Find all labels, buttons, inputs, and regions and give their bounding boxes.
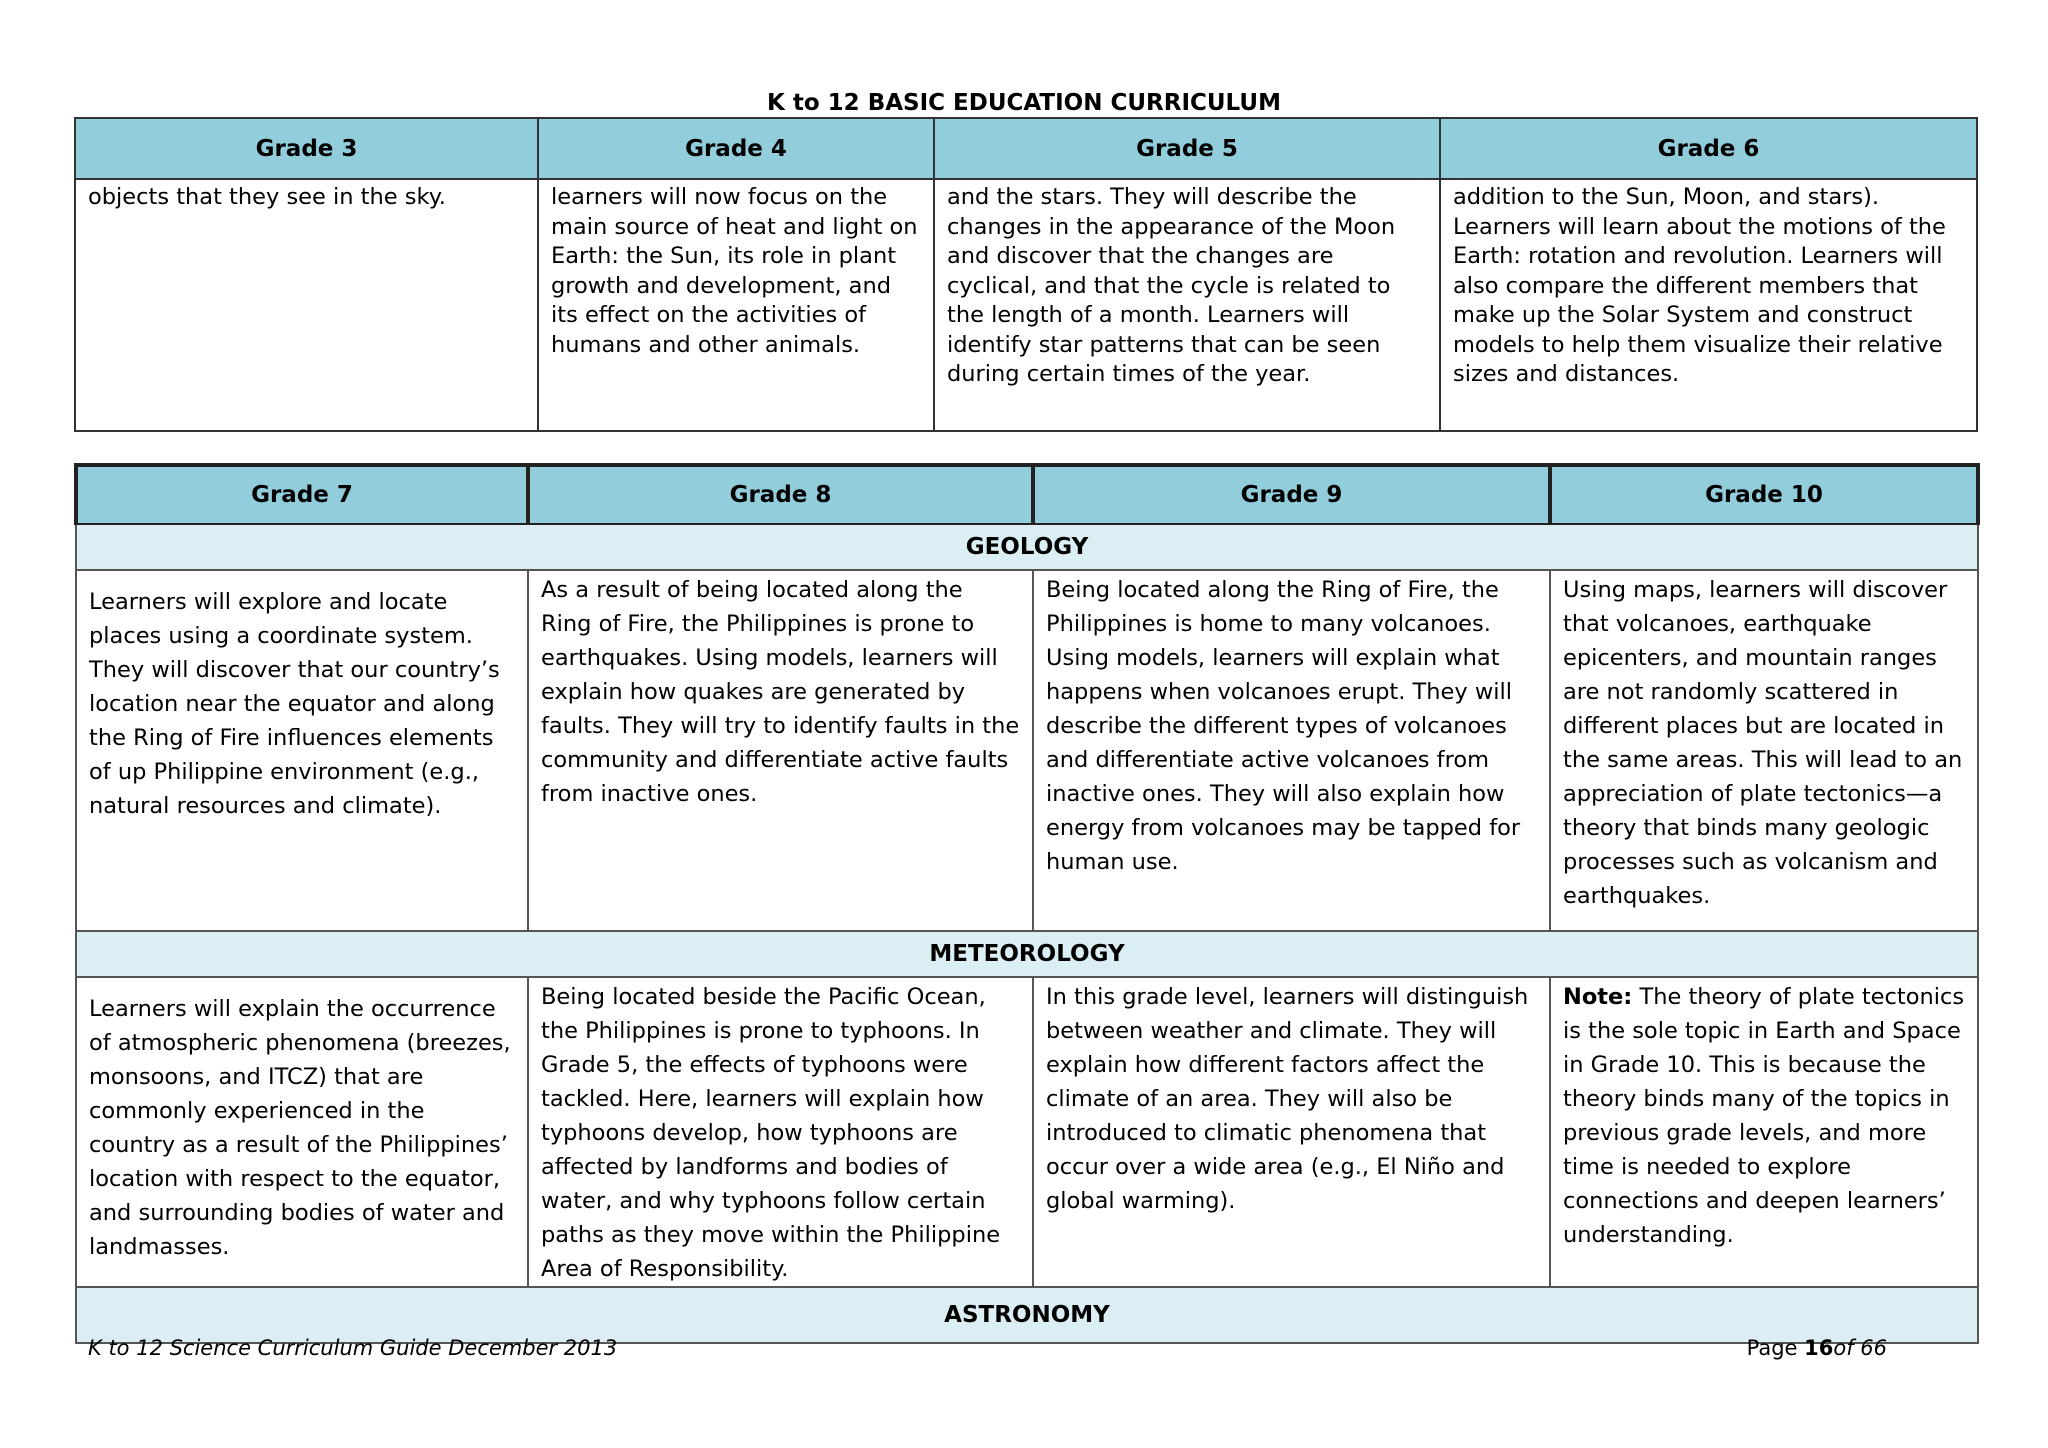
- table-header-row: [75, 118, 1977, 179]
- cell-geology-grade-7: Learners will explore and locate places using a coordinate system. They will discover that our country’s location near the equator and along the Ring of Fire influences elements of up Philippine environment (e.g., natural resources and climate).: [76, 570, 528, 931]
- header-grade-9: Grade 9: [1033, 465, 1550, 524]
- cell-geology-grade-10: Using maps, learners will discover that volcanoes, earthquake epicenters, and mountain ranges are not randomly scattered in different places but are located in the same areas. This will lead to an appreciation of plate tectonics—a theory that binds many geologic processes such as volcanism and earthquakes.: [1550, 570, 1978, 931]
- footer-page-number: [1747, 1336, 1887, 1360]
- cell-meteorology-grade-8: Being located beside the Pacific Ocean, the Philippines is prone to typhoons. In Grade 5, the effects of typhoons were tackled. Here, learners will explain how typhoons develop, how typhoons are affected by landforms and bodies of water, and why typhoons follow certain paths as they move within the Philippine Area of Responsibility.: [528, 977, 1033, 1287]
- section-meteorology: METEOROLOGY: [76, 931, 1978, 977]
- cell-meteorology-grade-7: Learners will explain the occurrence of atmospheric phenomena (breezes, monsoons, and ITCZ) that are commonly experienced in the country as a result of the Philippines’ location with respect to the equator, and surrounding bodies of water and landmasses.: [76, 977, 528, 1287]
- cell-grade-5: and the stars. They will describe the changes in the appearance of the Moon and discover that the changes are cyclical, and that the cycle is related to the length of a month. Learners will identify star patterns that can be seen during certain times of the year.: [934, 179, 1440, 431]
- header-grade-6: Grade 6: [1440, 118, 1977, 179]
- section-geology: GEOLOGY: [76, 524, 1978, 570]
- page-total: of 66: [1833, 1336, 1887, 1360]
- table-row: [75, 179, 1977, 431]
- section-row-astronomy: [76, 1287, 1978, 1343]
- cell-geology-grade-8: As a result of being located along the Ring of Fire, the Philippines is prone to earthquakes. Using models, learners will explain how quakes are generated by faults. They will try to identify faults in the community and differentiate active faults from inactive ones.: [528, 570, 1033, 931]
- top-curriculum-table: [74, 117, 1978, 432]
- cell-grade-3: objects that they see in the sky.: [75, 179, 538, 431]
- footer-doc-title: K to 12 Science Curriculum Guide December 2013: [88, 1336, 618, 1360]
- section-astronomy: ASTRONOMY: [76, 1287, 1978, 1343]
- cell-grade-4: learners will now focus on the main source of heat and light on Earth: the Sun, its role in plant growth and development, and its effect on the activities of humans and other animals.: [538, 179, 934, 431]
- table-row: [76, 977, 1978, 1287]
- header-grade-7: Grade 7: [76, 465, 528, 524]
- note-label: Note:: [1563, 984, 1633, 1010]
- page-current: 16: [1804, 1336, 1834, 1360]
- cell-meteorology-grade-10: [1550, 977, 1978, 1287]
- page-title: K to 12 BASIC EDUCATION CURRICULUM: [767, 90, 1281, 116]
- header-grade-5: Grade 5: [934, 118, 1440, 179]
- section-row-meteorology: [76, 931, 1978, 977]
- cell-grade-6: addition to the Sun, Moon, and stars). Learners will learn about the motions of the Earth: rotation and revolution. Learners will also compare the different members that make up the Solar System and construct models to help them visualize their relative sizes and distances.: [1440, 179, 1977, 431]
- header-grade-8: Grade 8: [528, 465, 1033, 524]
- page-prefix: Page: [1746, 1336, 1805, 1360]
- header-grade-3: Grade 3: [75, 118, 538, 179]
- note-text: The theory of plate tectonics is the sole topic in Earth and Space in Grade 10. This is because the theory binds many of the topics in previous grade levels, and more time is needed to explore connections and deepen learners’ understanding.: [1563, 984, 1965, 1248]
- section-row-geology: [76, 524, 1978, 570]
- table-header-row: [76, 465, 1978, 524]
- table-row: [76, 570, 1978, 931]
- cell-meteorology-grade-9: In this grade level, learners will distinguish between weather and climate. They will explain how different factors affect the climate of an area. They will also be introduced to climatic phenomena that occur over a wide area (e.g., El Niño and global warming).: [1033, 977, 1550, 1287]
- header-grade-4: Grade 4: [538, 118, 934, 179]
- bottom-curriculum-table: [74, 463, 1980, 1344]
- header-grade-10: Grade 10: [1550, 465, 1978, 524]
- cell-geology-grade-9: Being located along the Ring of Fire, the Philippines is home to many volcanoes. Using models, learners will explain what happens when volcanoes erupt. They will describe the different types of volcanoes and differentiate active volcanoes from inactive ones. They will also explain how energy from volcanoes may be tapped for human use.: [1033, 570, 1550, 931]
